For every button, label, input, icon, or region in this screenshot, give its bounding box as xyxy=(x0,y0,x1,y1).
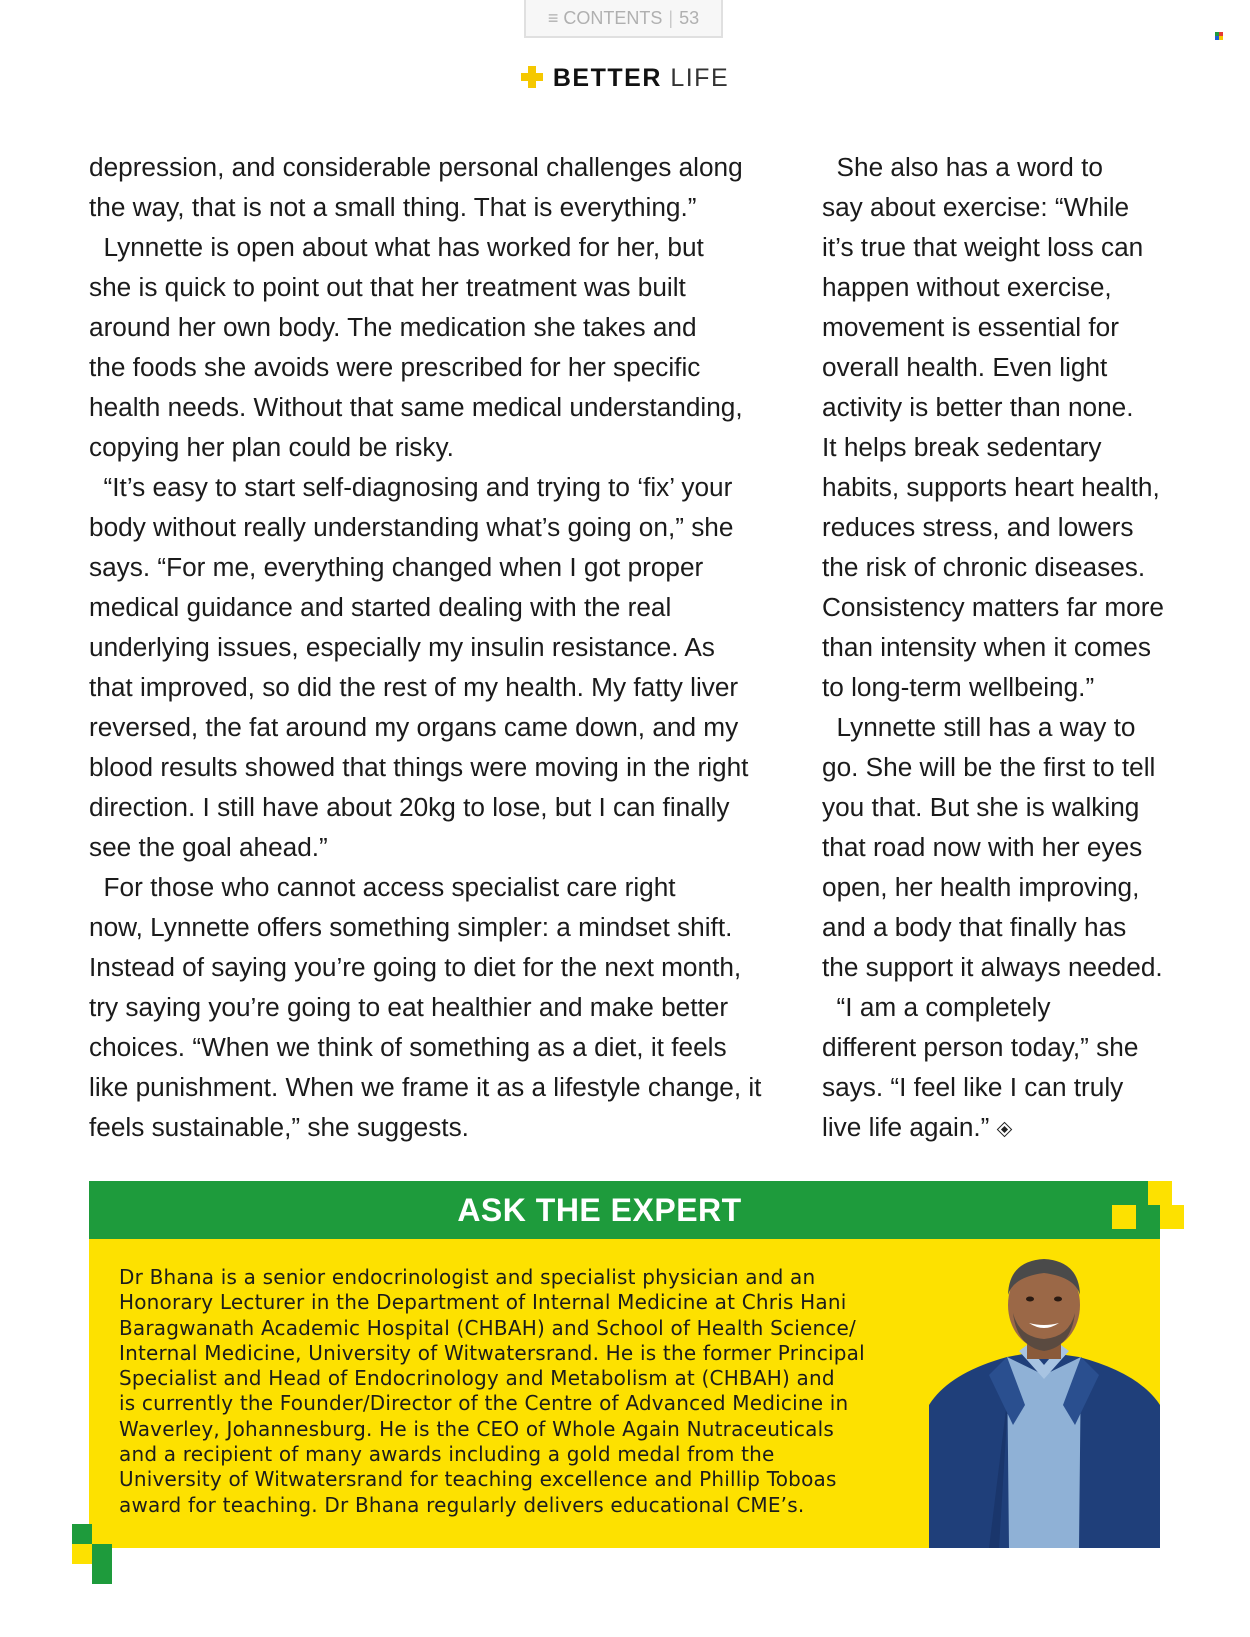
right_column-line xyxy=(822,547,1182,587)
left_column-line xyxy=(89,827,809,867)
left_column-line xyxy=(89,547,809,587)
left_column-line xyxy=(89,1067,809,1107)
right_column-line xyxy=(822,307,1182,347)
bio-line-text: University of Witwatersrand for teaching excellence and Phillip Toboas xyxy=(119,1467,837,1492)
right_column-line xyxy=(822,747,1182,787)
right_column-line-text: go. She will be the first to tell xyxy=(822,752,1156,782)
right_column-line-text: activity is better than none. xyxy=(822,392,1134,422)
right_column-line-text: open, her health improving, xyxy=(822,872,1140,902)
right_column-line xyxy=(822,587,1182,627)
left_column-line-text: the foods she avoids were prescribed for her specific xyxy=(89,352,701,382)
left_column-line xyxy=(89,267,809,307)
right_column-line-text: It helps break sedentary xyxy=(822,432,1102,462)
bio-line xyxy=(119,1366,919,1391)
right_column-line xyxy=(822,187,1182,227)
right_column-line-text: that road now with her eyes xyxy=(822,832,1143,862)
bio-line-text: Dr Bhana is a senior endocrinologist and specialist physician and an xyxy=(119,1265,816,1289)
bio-line xyxy=(119,1316,919,1341)
right_column-line-text: and a body that finally has xyxy=(822,912,1127,942)
right_column-line xyxy=(822,947,1182,987)
left_column-line xyxy=(89,787,809,827)
left_column-line xyxy=(89,587,809,627)
right_column-line-text: the risk of chronic diseases. xyxy=(822,552,1146,582)
left_column-line-text: health needs. Without that same medical understanding, xyxy=(89,392,743,422)
right_column-line xyxy=(822,707,1182,747)
bio-line xyxy=(119,1341,919,1366)
bio-line-text: Honorary Lecturer in the Department of Internal Medicine at Chris Hani xyxy=(119,1290,847,1315)
right_column-line xyxy=(822,227,1182,267)
left_column-line-text: the way, that is not a small thing. That is everything.” xyxy=(89,192,697,222)
right_column-line xyxy=(822,387,1182,427)
right_column-line xyxy=(822,147,1182,187)
right_column-line xyxy=(822,827,1182,867)
corner-color-mark xyxy=(1215,32,1223,40)
left_column-line-text: feels sustainable,” she suggests. xyxy=(89,1112,469,1142)
right_column-line xyxy=(822,667,1182,707)
left_column-line-text: try saying you’re going to eat healthier and make better xyxy=(89,992,729,1022)
contents-label: ≡ CONTENTS xyxy=(547,7,663,28)
end-of-article-icon xyxy=(999,1124,1010,1135)
right_column-line-text: say about exercise: “While xyxy=(822,192,1130,222)
left_column-line-text: see the goal ahead.” xyxy=(89,832,328,862)
left_column-line-text: choices. “When we think of something as a diet, it feels xyxy=(89,1032,727,1062)
left_column-line xyxy=(89,427,809,467)
left_column-line-text: Instead of saying you’re going to diet for the next month, xyxy=(89,952,742,982)
left_column-line xyxy=(89,467,809,507)
left_column-line-text: says. “For me, everything changed when I got proper xyxy=(89,552,704,582)
bio-line xyxy=(119,1442,919,1467)
left_column-line xyxy=(89,747,809,787)
left_column-line-text: Lynnette is open about what has worked for her, but xyxy=(89,232,704,262)
left_column-line-text: now, Lynnette offers something simpler: a mindset shift. xyxy=(89,912,733,942)
left_column-line xyxy=(89,867,809,907)
right_column-line xyxy=(822,267,1182,307)
left_column-line xyxy=(89,347,809,387)
right_column-line xyxy=(822,1067,1182,1107)
bio-line-text: Internal Medicine, University of Witwatersrand. He is the former Principal xyxy=(119,1340,865,1365)
left_column-line xyxy=(89,1107,809,1147)
expert-title: ASK THE EXPERT xyxy=(457,1192,742,1228)
tab-divider: | xyxy=(668,7,674,28)
right_column-line xyxy=(822,1107,1182,1147)
expert-banner xyxy=(89,1181,1160,1239)
left_column-line-text: medical guidance and started dealing with the real xyxy=(89,592,672,622)
left_column-line xyxy=(89,387,809,427)
left_column-line xyxy=(89,907,809,947)
bio-line-text: award for teaching. Dr Bhana regularly delivers educational CME’s. xyxy=(119,1492,805,1517)
contents-tab[interactable] xyxy=(524,0,723,38)
left_column-line xyxy=(89,987,809,1027)
right_column-line xyxy=(822,507,1182,547)
left_column-line-text: that improved, so did the rest of my health. My fatty liver xyxy=(89,672,739,702)
bio-line xyxy=(119,1290,919,1315)
left_column-line-text: underlying issues, especially my insulin resistance. As xyxy=(89,632,715,662)
expert-photo xyxy=(929,1255,1160,1548)
left_column-line xyxy=(89,227,809,267)
left_column-line xyxy=(89,627,809,667)
right_column-line-text: live life again.” xyxy=(822,1112,990,1142)
right_column-line-text: reduces stress, and lowers xyxy=(822,512,1134,542)
bio-line xyxy=(119,1493,919,1518)
bio-line xyxy=(119,1391,919,1416)
bio-line-text: is currently the Founder/Director of the Centre of Advanced Medicine in xyxy=(119,1391,849,1416)
right_column-line xyxy=(822,1027,1182,1067)
left_column-line xyxy=(89,707,809,747)
bio-line-text: and a recipient of many awards including a gold medal from the xyxy=(119,1442,775,1467)
right_column-line xyxy=(822,467,1182,507)
left_column-line-text: For those who cannot access specialist care right xyxy=(89,872,676,902)
page-number: 53 xyxy=(679,7,700,28)
right_column-line xyxy=(822,627,1182,667)
right_column-line-text: happen without exercise, xyxy=(822,272,1112,302)
section-title-light: LIFE xyxy=(670,64,730,92)
left_column-line xyxy=(89,947,809,987)
section-header xyxy=(0,64,1250,93)
right_column-line-text: habits, supports heart health, xyxy=(822,472,1160,502)
right_column-line-text: the support it always needed. xyxy=(822,952,1163,982)
article-right-column xyxy=(822,147,1182,1147)
left_column-line-text: direction. I still have about 20kg to lose, but I can finally xyxy=(89,792,730,822)
bio-line xyxy=(119,1417,919,1442)
bio-line xyxy=(119,1265,919,1290)
right_column-line-text: overall health. Even light xyxy=(822,352,1108,382)
section-title-bold: BETTER xyxy=(552,64,662,92)
right_column-line xyxy=(822,907,1182,947)
left_column-line xyxy=(89,1027,809,1067)
left_column-line-text: body without really understanding what’s going on,” she xyxy=(89,512,734,542)
left_column-line xyxy=(89,187,809,227)
bio-line-text: Waverley, Johannesburg. He is the CEO of Whole Again Nutraceuticals xyxy=(119,1416,834,1441)
left_column-line-text: “It’s easy to start self-diagnosing and trying to ‘fix’ your xyxy=(89,472,733,502)
right_column-line-text: to long-term wellbeing.” xyxy=(822,672,1095,702)
left_column-line xyxy=(89,307,809,347)
right_column-line-text: “I am a completely xyxy=(822,992,1051,1022)
right_column-line-text: Consistency matters far more xyxy=(822,592,1164,622)
right_column-line-text: Lynnette still has a way to xyxy=(822,712,1136,742)
left_column-line-text: blood results showed that things were moving in the right xyxy=(89,752,749,782)
right_column-line-text: She also has a word to xyxy=(822,152,1103,182)
left_column-line xyxy=(89,147,809,187)
left_column-line-text: she is quick to point out that her treatment was built xyxy=(89,272,686,302)
expert-bio xyxy=(119,1265,919,1518)
article-left-column xyxy=(89,147,809,1147)
right_column-line xyxy=(822,867,1182,907)
bio-line-text: Baragwanath Academic Hospital (CHBAH) and School of Health Science/ xyxy=(119,1315,856,1340)
plus-icon xyxy=(521,66,543,88)
right_column-line-text: different person today,” she xyxy=(822,1032,1139,1062)
right_column-line-text: than intensity when it comes xyxy=(822,632,1151,662)
left_column-line-text: like punishment. When we frame it as a lifestyle change, it xyxy=(89,1072,762,1102)
left_column-line-text: around her own body. The medication she takes and xyxy=(89,312,697,342)
left_column-line xyxy=(89,507,809,547)
right_column-line xyxy=(822,427,1182,467)
bio-line xyxy=(119,1467,919,1492)
right_column-line-text: says. “I feel like I can truly xyxy=(822,1072,1124,1102)
right_column-line xyxy=(822,787,1182,827)
left_column-line-text: reversed, the fat around my organs came down, and my xyxy=(89,712,739,742)
right_column-line xyxy=(822,987,1182,1027)
right_column-line-text: you that. But she is walking xyxy=(822,792,1140,822)
left_column-line-text: depression, and considerable personal challenges along xyxy=(89,152,743,182)
right_column-line xyxy=(822,347,1182,387)
left_column-line xyxy=(89,667,809,707)
right_column-line-text: it’s true that weight loss can xyxy=(822,232,1144,262)
right_column-line-text: movement is essential for xyxy=(822,312,1119,342)
bio-line-text: Specialist and Head of Endocrinology and Metabolism at (CHBAH) and xyxy=(119,1366,835,1391)
left_column-line-text: copying her plan could be risky. xyxy=(89,432,454,462)
